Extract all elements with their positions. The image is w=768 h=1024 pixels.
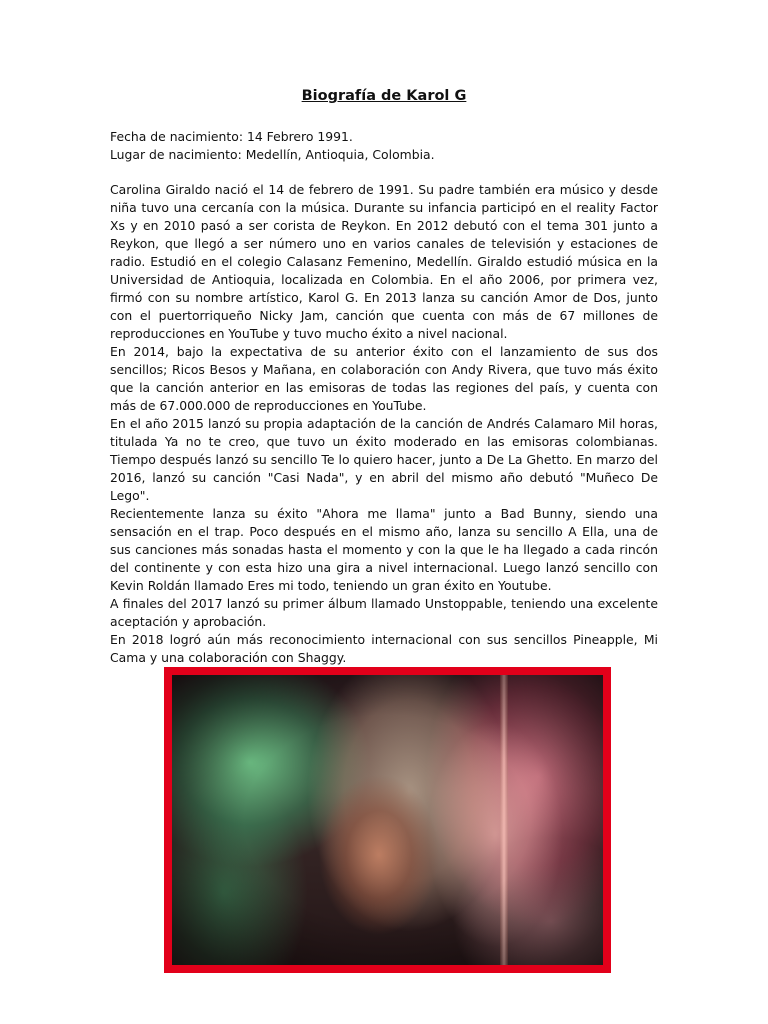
document-title: Biografía de Karol G <box>301 88 467 104</box>
paragraph: En el año 2015 lanzó su propia adaptación de la canción de Andrés Calamaro Mil horas, titulada Ya no te creo, que tuvo un éxito moderado en las emisoras colombianas. Tiempo después lanzó su sencillo Te lo quiero hacer, junto a De La Ghetto. En marzo del 2016, lanzó su canción "Casi Nada", y en abril del mismo año debutó "Muñeco De Lego". <box>110 416 658 503</box>
paragraph: Recientemente lanza su éxito "Ahora me llama" junto a Bad Bunny, siendo una sensación en el trap. Poco después en el mismo año, lanza su sencillo A Ella, una de sus canciones más sonadas hasta el momento y con la que le ha llegado a cada rincón del continente y con esta hizo una gira a nivel internacional. Luego lanzó sencillo con Kevin Roldán llamado Eres mi todo, teniendo un gran éxito en Youtube. <box>110 506 658 593</box>
birth-place: Lugar de nacimiento: Medellín, Antioquia, Colombia. <box>110 147 435 162</box>
birth-date: Fecha de nacimiento: 14 Febrero 1991. <box>110 129 353 144</box>
photo-frame <box>164 667 611 973</box>
photo-vignette <box>172 675 603 965</box>
paragraph: En 2014, bajo la expectativa de su anterior éxito con el lanzamiento de sus dos sencillos; Ricos Besos y Mañana, en colaboración con Andy Rivera, que tuvo más éxito que la canción anterior en las emisoras de todas las regiones del país, y cuenta con más de 67.000.000 de reproducciones en YouTube. <box>110 344 658 413</box>
biography-body <box>110 181 658 667</box>
paragraph: A finales del 2017 lanzó su primer álbum llamado Unstoppable, teniendo una excelente aceptación y aprobación. <box>110 596 658 629</box>
birth-info <box>110 128 658 164</box>
paragraph: Carolina Giraldo nació el 14 de febrero de 1991. Su padre también era músico y desde niña tuvo una cercanía con la música. Durante su infancia participó en el reality Factor Xs y en 2010 pasó a ser corista de Reykon. En 2012 debutó con el tema 301 junto a Reykon, que llegó a ser número uno en varios canales de televisión y estaciones de radio. Estudió en el colegio Calasanz Femenino, Medellín. Giraldo estudió música en la Universidad de Antioquia, localizada en Colombia. En el año 2006, por primera vez, firmó con su nombre artístico, Karol G. En 2013 lanza su canción Amor de Dos, junto con el puertorriqueño Nicky Jam, canción que cuenta con más de 67 millones de reproducciones en YouTube y tuvo mucho éxito a nivel nacional. <box>110 182 658 341</box>
paragraph: En 2018 logró aún más reconocimiento internacional con sus sencillos Pineapple, Mi Cama y una colaboración con Shaggy. <box>110 632 658 665</box>
portrait-photo <box>172 675 603 965</box>
